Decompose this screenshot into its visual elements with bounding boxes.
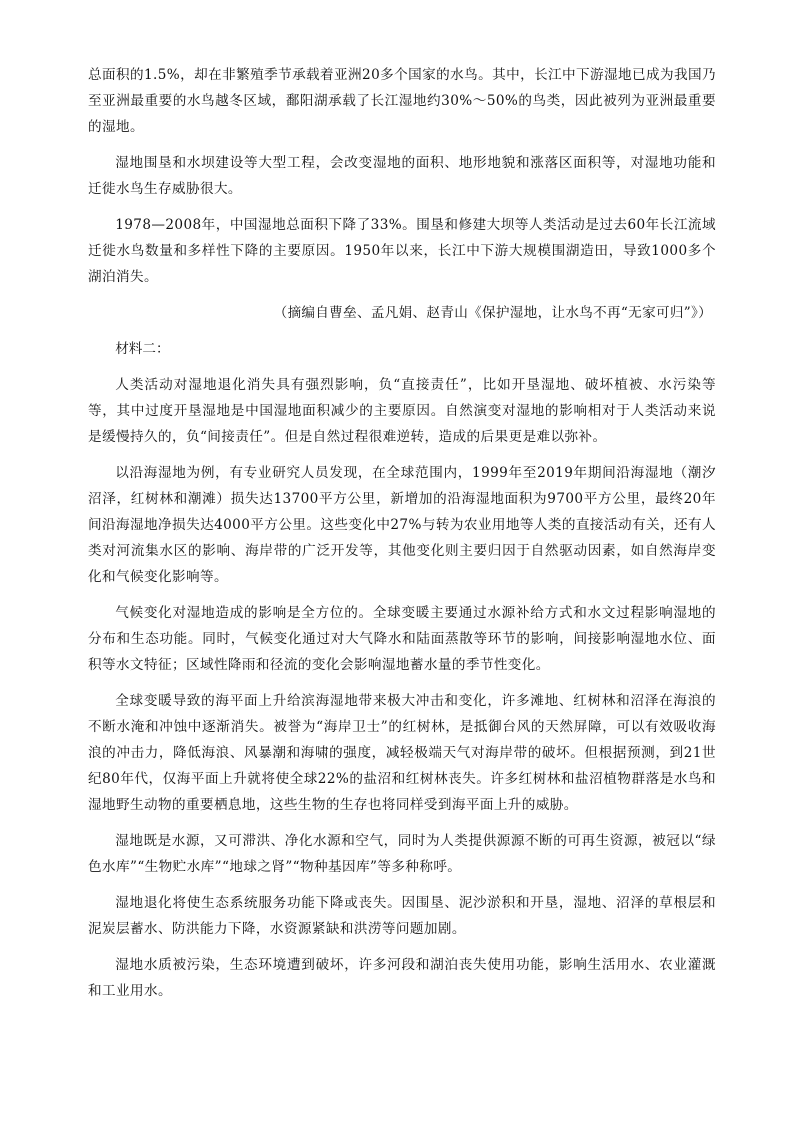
paragraph-human-activity: 人类活动对湿地退化消失具有强烈影响，负“直接责任”，比如开垦湿地、破坏植被、水污染等等，其中过度开垦湿地是中国湿地面积减少的主要原因。自然演变对湿地的影响相对于人类活动来说是缓慢持久的，负“间接责任”。但是自然过程很难逆转，造成的后果更是难以弥补。: [88, 377, 716, 445]
source-citation: （摘编自曹垒、孟凡娟、赵青山《保护湿地，让水鸟不再“无家可归”》）: [273, 305, 712, 321]
paragraph-wetland-reclamation: 湿地围垦和水坝建设等大型工程，会改变湿地的面积、地形地貌和涨落区面积等，对湿地功能和迁徙水鸟生存威胁很大。: [88, 155, 716, 197]
paragraph-wetland-functions: 湿地既是水源，又可滞洪、净化水源和空气，同时为人类提供源源不断的可再生资源，被冠以“绿色水库”“生物贮水库”“地球之肾”“物种基因库”等多种称呼。: [88, 833, 716, 875]
paragraph-wetland-area-decline: 1978—2008年，中国湿地总面积下降了33%。围垦和修建大坝等人类活动是过去60年长江流域迁徙水鸟数量和多样性下降的主要原因。1950年以来，长江中下游大规模围湖造田，导致1000多个湖泊消失。: [88, 217, 716, 285]
paragraph-wetland-degradation: 湿地退化将使生态系统服务功能下降或丧失。因围垦、泥沙淤积和开垦，湿地、沼泽的草根层和泥炭层蓄水、防洪能力下降，水资源紧缺和洪涝等问题加剧。: [88, 895, 716, 937]
paragraph-coastal-wetland: 以沿海湿地为例，有专业研究人员发现，在全球范围内，1999年至2019年期间沿海湿地（潮汐沼泽，红树林和潮滩）损失达13700平方公里，新增加的沿海湿地面积为9700平方公里，最终20年间沿海湿地净损失达4000平方公里。这些变化中27%与转为农业用地等人类的直接活动有关，还有人类对河流集水区的影响、海岸带的广泛开发等，其他变化则主要归因于自然驱动因素，如自然海岸变化和气候变化影响等。: [88, 465, 716, 585]
paragraph-climate-change: 气候变化对湿地造成的影响是全方位的。全球变暖主要通过水源补给方式和水文过程影响湿地的分布和生态功能。同时，气候变化通过对大气降水和陆面蒸散等环节的影响，间接影响湿地水位、面积等水文特征；区域性降雨和径流的变化会影响湿地蓄水量的季节性变化。: [88, 605, 716, 673]
document-page: [88, 62, 716, 1014]
section-heading-material-two: 材料二：: [115, 341, 170, 357]
paragraph-water-pollution: 湿地水质被污染，生态环境遭到破坏，许多河段和湖泊丧失使用功能，影响生活用水、农业灌溉和工业用水。: [88, 957, 716, 999]
paragraph-sea-level-rise: 全球变暖导致的海平面上升给滨海湿地带来极大冲击和变化，许多滩地、红树林和沼泽在海浪的不断水淹和冲蚀中逐渐消失。被誉为“海岸卫士”的红树林，是抵御台风的天然屏障，可以有效吸收海浪的冲击力，降低海浪、风暴潮和海啸的强度，减轻极端天气对海岸带的破坏。但根据预测，到21世纪80年代，仅海平面上升就将使全球22%的盐沼和红树林丧失。许多红树林和盐沼植物群落是水鸟和湿地野生动物的重要栖息地，这些生物的生存也将同样受到海平面上升的威胁。: [88, 693, 716, 813]
paragraph-intro-continuation: 总面积的1.5%，却在非繁殖季节承载着亚洲20多个国家的水鸟。其中，长江中下游湿地已成为我国乃至亚洲最重要的水鸟越冬区域，鄱阳湖承载了长江湿地约30%～50%的鸟类，因此被列为亚洲最重要的湿地。: [88, 67, 716, 135]
